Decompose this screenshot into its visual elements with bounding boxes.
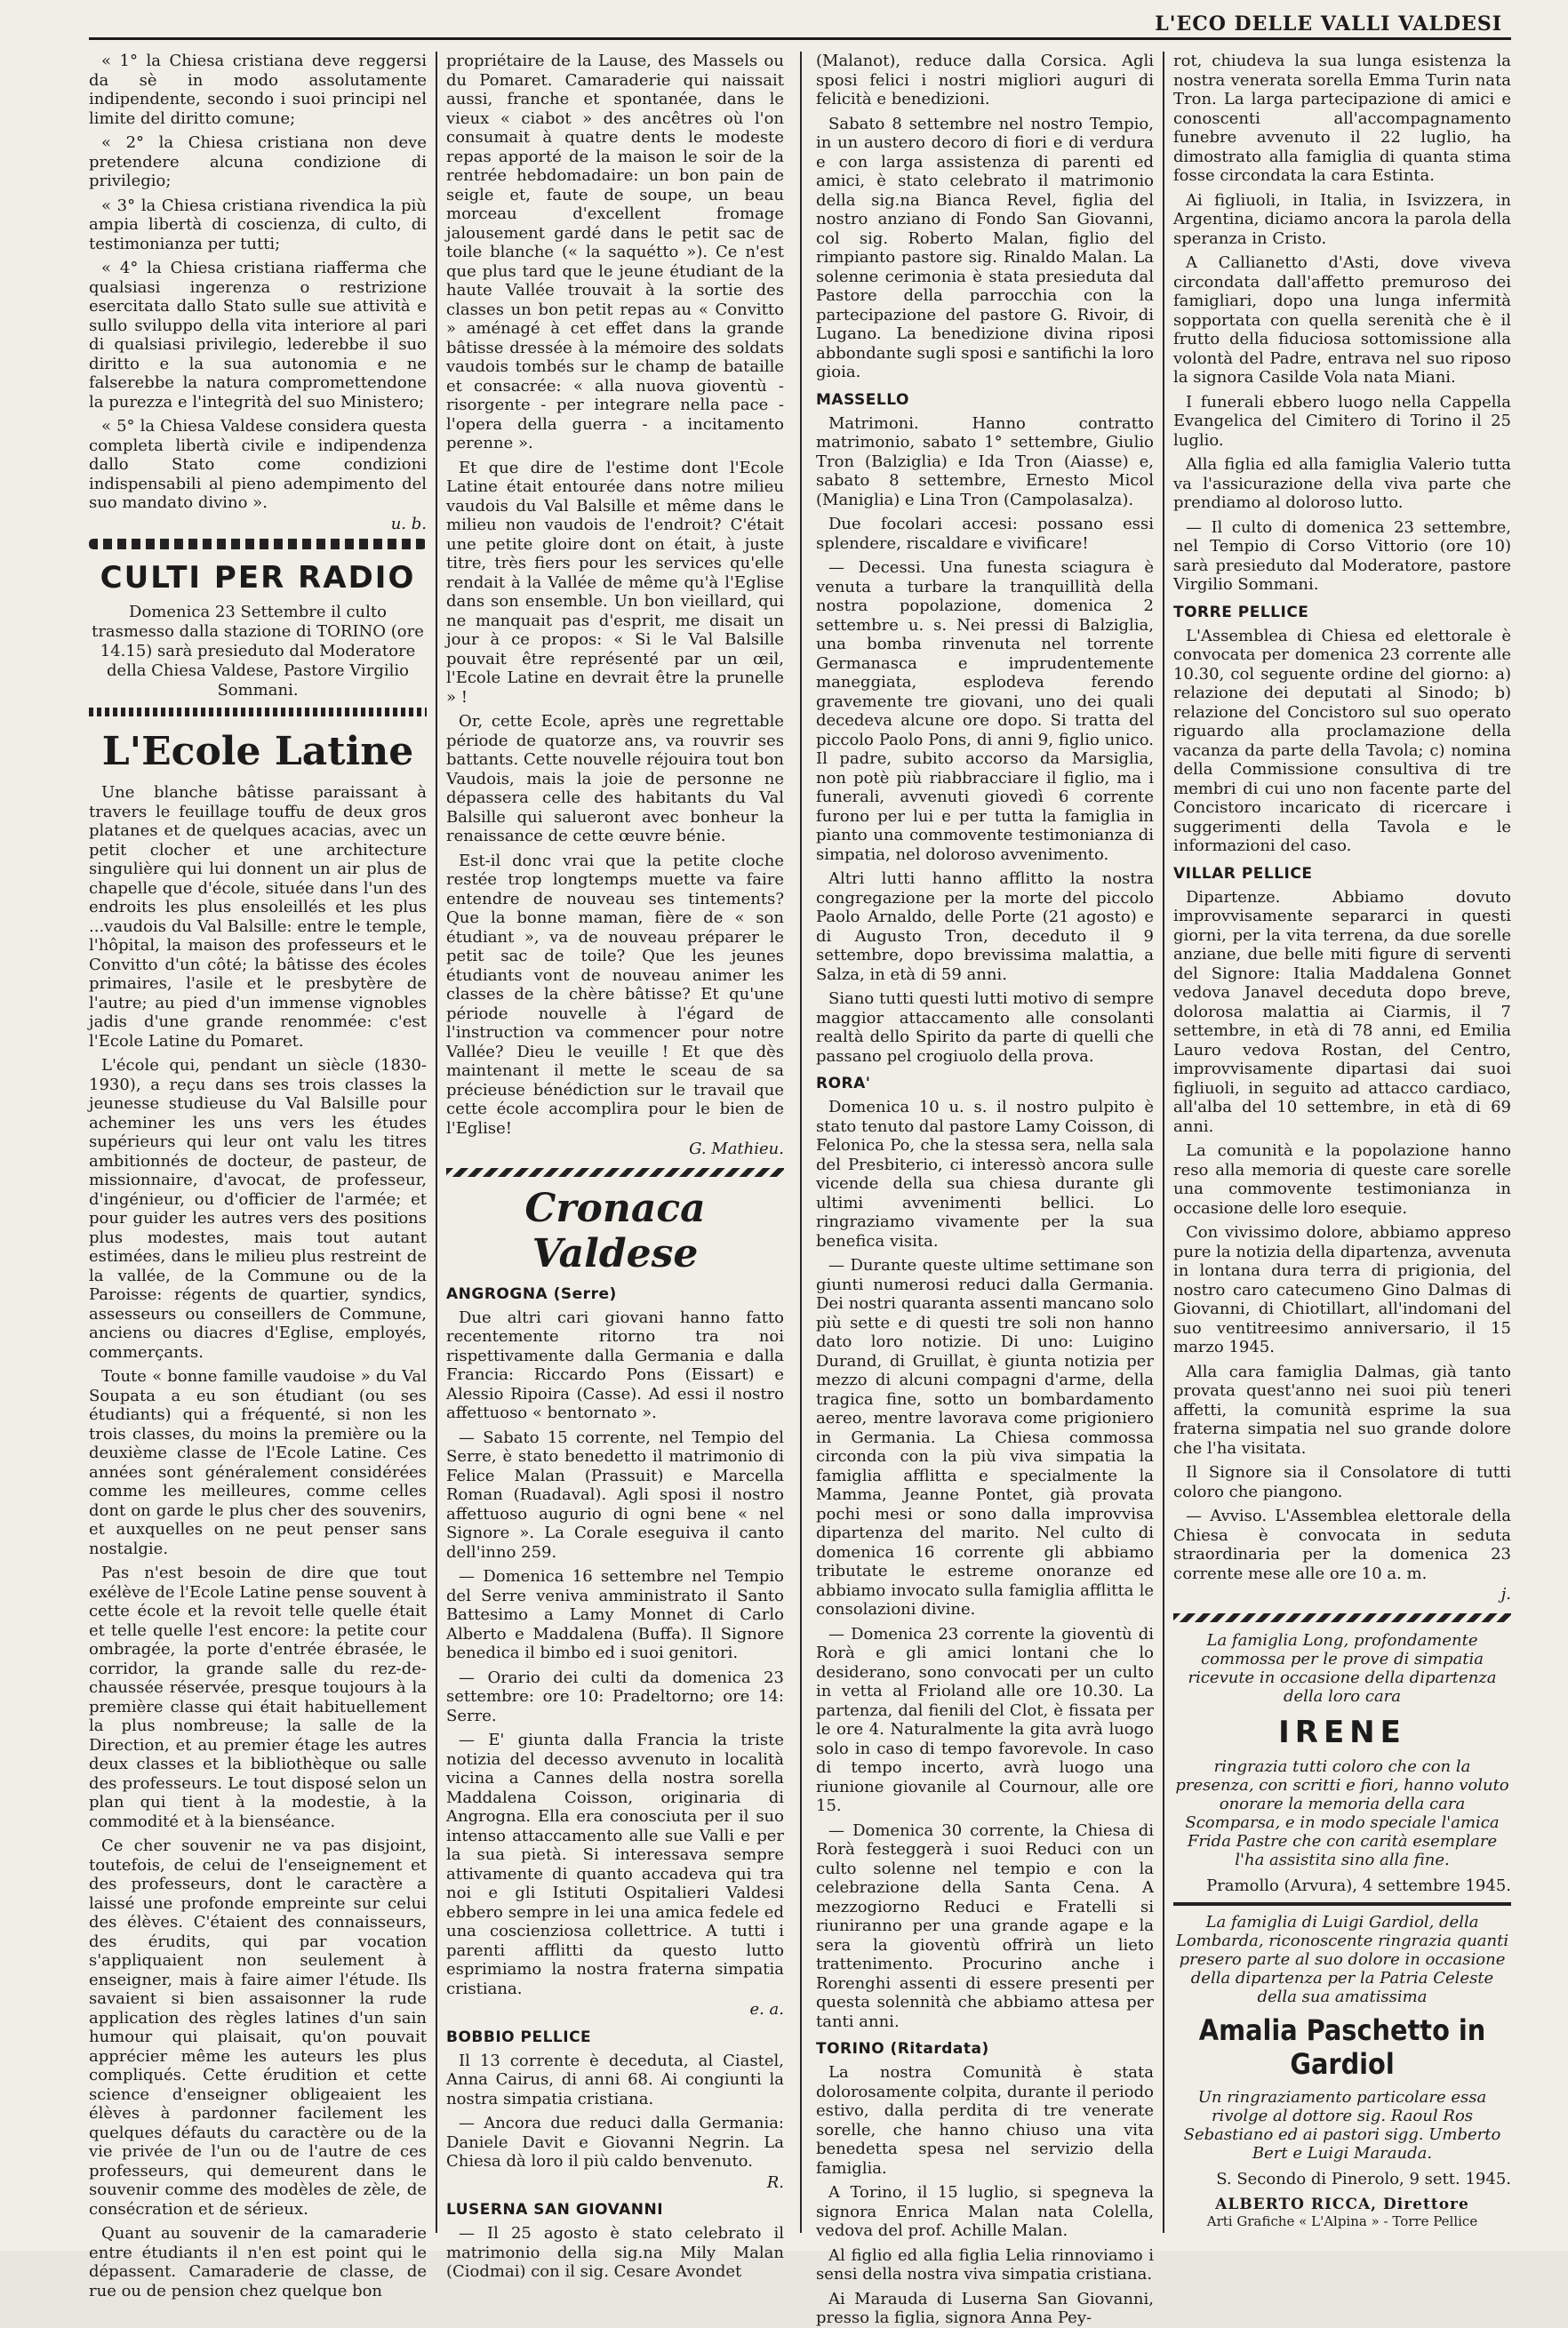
radio-heading: CULTI PER RADIO — [100, 560, 416, 596]
column-rule — [1163, 52, 1164, 2233]
paragraph: L'école qui, pendant un siècle (1830-1930), a reçu dans ses trois classes la jeunesse studieuse du Val Balsille pour acheminer les uns vers les études supérieurs qui leur ont valu les titres ambitionnés de docteur, de pasteur, de missionnaire, d'avocat, de professeur, d'ingénieur, ou d'officier de l'armée; et pour guider les autres vers des positions plus modestes, mais tout autant estimées, dans le milieu plus restreint de la vallée, de la Commune ou de la Paroisse: régents de quartier, syndics, assesseurs ou conseillers de Commune, anciens ou diacres d'Eglise, employés, commerçants. — [89, 1056, 427, 1362]
signature: j. — [1500, 1585, 1511, 1604]
paragraph: — E' giunta dalla Francia la triste notizia del decesso avvenuto in località vicina a Cannes della nostra sorella Maddalena Coisson, originaria di Angrogna. Ella era conosciuta per il suo intenso attaccamento alle sue Valli e per la sua pietà. Si interessava sempre attivamente di quanto accadeva qui tra noi e gli Istituti Ospitalieri Valdesi ebbero sempre in lei una amica fedele ed una coscienziosa collettrice. A tutti i parenti afflitti da questo lutto esprimiamo la nostra fraterna simpatia cristiana. — [446, 1731, 784, 1998]
section-heading: MASSELLO — [816, 390, 909, 409]
paragraph: — Domenica 16 settembre nel Tempio del Serre veniva amministrato il Santo Battesimo a Lamy Monnet di Carlo Alberto e Maddalena (Buffa). Il Signore benedica il bimbo ed i suoi genitori. — [446, 1567, 784, 1662]
death-notice-name: IRENE — [1278, 1714, 1406, 1750]
paragraph: Sabato 8 settembre nel nostro Tempio, in un austero decoro di fiori e di verdura e con larga assistenza di parenti ed amici, è stato celebrato il matrimonio della sig.na Bianca Revel, figlia del nostro anziano di Fondo San Giovanni, col sig. Roberto Malan, figlio del rimpianto pastore sig. Rinaldo Malan. La solenne cerimonia è stata presieduta dal Pastore della parrocchia con la partecipazione del pastore G. Rivoir, di Lugano. La benedizione divina riposi abbondante sugli sposi e santifichi la loro gioia. — [816, 114, 1154, 381]
ornamental-divider — [1173, 1613, 1511, 1622]
ornamental-divider — [446, 1168, 784, 1177]
masthead — [89, 7, 1511, 40]
paragraph: Con vivissimo dolore, abbiamo appreso pure la notizia della dipartenza, avvenuta in lontana dura terra di prigionia, del nostro caro catecumeno Gino Dalmas di Giovanni, di Chiotillart, all'indomani del suo ventitreesimo anniversario, il 15 marzo 1945. — [1173, 1223, 1511, 1356]
paragraph: « 1° la Chiesa cristiana deve reggersi da sè in modo assolutamente indipendente, secondo i suoi principi nel limite del diritto comune; — [89, 52, 427, 128]
paragraph: Il Signore sia il Consolatore di tutti coloro che piangono. — [1173, 1463, 1511, 1501]
paragraph: Alla figlia ed alla famiglia Valerio tutta va l'assicurazione della viva parte che prendiamo al doloroso lutto. — [1173, 455, 1511, 512]
paragraph: — Il 25 agosto è stato celebrato il matrimonio della sig.na Mily Malan (Ciodmai) con il sig. Cesare Avondet — [446, 2224, 784, 2281]
paragraph: Ai Marauda di Luserna San Giovanni, presso la figlia, signora Anna Pey- — [816, 2289, 1154, 2327]
paragraph: Ce cher souvenir ne va pas disjoint, toutefois, de celui de l'enseignement et des professeurs, dont le caractère a laissé une profonde empreinte sur celui des élèves. C'étaient des connaisseurs, des érudits, qui par vocation s'appliquaient non seulement à enseigner, mais à faire aimer l'étude. Ils savaient si bien assaisonner la rude application des règles latines d'un sain humour qui plaisait, qu'on pouvait apprécier même les auteurs les plus compliqués. Cette érudition et cette science d'enseigner obligeaient les élèves à pardonner facilement les quelques défauts du caractère ou de la vie privée de l'un ou de l'autre de ces professeurs, qui demeurent dans le souvenir comme des modèles de zèle, de consécration et de sérieux. — [89, 1836, 427, 2219]
paragraph: Pas n'est besoin de dire que tout exélève de l'Ecole Latine pense souvent à cette école et la revoit telle quelle était et telle quelle l'est encore: la petite cour ombragée, la porte d'entrée ébrasée, le corridor, la grande salle du rez-de-chaussée réservée, presque toujours à la première classe qui était habituellement la plus nombreuse; la salle de la Direction, et au premier étage les autres deux classes et la bibliothèque ou salle des professeurs. Le tout disposé selon un plan qui tient à la modestie, à la commodité et à la bienséance. — [89, 1564, 427, 1831]
ornamental-divider — [89, 539, 427, 549]
section-title: Cronaca Valdese — [524, 1185, 706, 1276]
death-notice-thanks: Un ringraziamento particolare essa rivolge al dottore sig. Raoul Ros Sebastiano ed ai pastori sigg. Umberto Bert e Luigi Marauda. — [1183, 2087, 1501, 2163]
paragraph: — Avviso. L'Assemblea elettorale della Chiesa è convocata in seduta straordinaria per la domenica 23 corrente mese alle ore 10 a. m. — [1173, 1507, 1511, 1583]
paragraph: « 5° la Chiesa Valdese considera questa completa libertà civile e indipendenza dallo Stato come condizioni indispensabili al pieno adempimento del suo mandato divino ». — [89, 417, 427, 512]
column-4 — [1173, 52, 1511, 2233]
section-heading: LUSERNA SAN GIOVANNI — [446, 2201, 664, 2219]
paragraph: « 4° la Chiesa cristiana riafferma che qualsiasi ingerenza o restrizione esercitata dallo Stato sulle sue attività e sullo sviluppo della vita interiore al pari di qualsiasi privilegio, lederebbe il suo diritto e la sua autonomia e ne falserebbe la natura compromettendone la purezza e l'integrità del suo Ministero; — [89, 259, 427, 412]
ornamental-divider — [89, 708, 427, 716]
paragraph: Domenica 10 u. s. il nostro pulpito è stato tenuto dal pastore Lamy Coisson, di Felonica Po, che la stessa sera, nella sala del Presbiterio, ci interessò ancora sulle vicende della sua chiesa durante gli ultimi avvenimenti bellici. Lo ringraziamo vivamente per la sua benefica visita. — [816, 1098, 1154, 1251]
paragraph: — Decessi. Una funesta sciagura è venuta a turbare la tranquillità della nostra popolazione, domenica 2 settembre u. s. Nei pressi di Balziglia, una bomba rinvenuta nel torrente Germanasca e imprudentemente maneggiata, esplodeva ferendo gravemente tre giovani, uno dei quali decedeva alcune ore dopo. Si tratta del piccolo Paolo Pons, di anni 9, figlio unico. Il padre, subito accorso da Marsiglia, non potè più riabbracciare il figlio, ma i funerali, avvenuti giovedì 6 corrente furono per lui e per tutta la famiglia in pianto una commovente testimonianza di simpatia, nel doloroso avvenimento. — [816, 558, 1154, 864]
paragraph: Ai figliuoli, in Italia, in Isvizzera, in Argentina, diciamo ancora la parola della speranza in Cristo. — [1173, 190, 1511, 248]
paragraph: Siano tutti questi lutti motivo di sempre maggior attaccamento alle consolanti realtà dello Spirito da parte di quelli che passano pel crogiuolo della prova. — [816, 989, 1154, 1066]
radio-notice: Domenica 23 Settembre il culto trasmesso dalla stazione di TORINO (ore 14.15) sarà presieduto dal Moderatore della Chiesa Valdese, Pastore Virgilio Sommani. — [92, 603, 424, 700]
paragraph: propriétaire de la Lause, des Massels ou du Pomaret. Camaraderie qui naissait aussi, franche et spontanée, dans le vieux « ciabot » des ancêtres où l'on consumait à quatre dents le modeste repas apporté de la maison le soir de la rentrée hebdomadaire: un bon pain de seigle et, faute de soupe, un beau morceau d'excellent fromage jalousement gardé dans le petit sac de toile blanche (« la saquétto »). Ce n'est que plus tard que le jeune étudiant de la haute Vallée trouvait à la sortie des classes un bon petit repas au « Convitto » aménagé à cet effet dans la grande bâtisse dressée à la mémoire des soldats vaudois tombés sur le champ de bataille et consacrée: « alla nuova gioventù - risorgente - per integrare nella pace - l'opera della guerra - a incitamento perenne ». — [446, 52, 784, 452]
ornamental-divider — [1173, 1902, 1511, 1906]
paragraph: Une blanche bâtisse paraissant à travers le feuillage touffu de deux gros platanes et de quelques acacias, avec un petit clocher et une architecture singulière qui lui donnent un air plus de chapelle que d'école, située dans l'un des endroits les plus ensoleillés et les plus ...vaudois du Val Balsille: entre le temple, l'hôpital, la maison des professeurs et le Convitto d'un côté; la bâtisse des écoles primaires, l'asile et le presbytère de l'autre; au pied d'un immense vignobles jadis d'une grande renommée: c'est l'Ecole Latine du Pomaret. — [89, 783, 427, 1051]
section-heading: TORRE PELLICE — [1173, 603, 1309, 621]
death-notice-intro: La famiglia di Luigi Gardiol, della Lombarda, riconoscente ringrazia quanti presero parte al suo dolore in occasione della dipartenza per la Patria Celeste della sua amatissima — [1175, 1912, 1509, 2006]
section-heading: BOBBIO PELLICE — [446, 2028, 592, 2046]
column-1 — [89, 52, 427, 2300]
paragraph: Il 13 corrente è deceduta, al Ciastel, Anna Cairus, di anni 68. Ai congiunti la nostra simpatia cristiana. — [446, 2051, 784, 2108]
paragraph: — Il culto di domenica 23 settembre, nel Tempio di Corso Vittorio (ore 10) sarà presieduto dal Moderatore, pastore Virgilio Sommani. — [1173, 517, 1511, 594]
paragraph: « 2° la Chiesa cristiana non deve pretendere alcuna condizione di privilegio; — [89, 133, 427, 190]
death-notice-thanks: ringrazia tutti coloro che con la presenza, con scritti e fiori, hanno voluto onorare la memoria della cara Scomparsa, e in modo speciale l'amica Frida Pastre che con carità esemplare l'ha assistita sino alla fine. — [1175, 1756, 1509, 1869]
paragraph: Matrimoni. Hanno contratto matrimonio, sabato 1° settembre, Giulio Tron (Balziglia) e Ida Tron (Aiasse) e, sabato 8 settembre, Ernesto Micol (Maniglia) e Lina Tron (Campolasalza). — [816, 413, 1154, 509]
article-title: L'Ecole Latine — [101, 729, 414, 774]
section-heading: ANGROGNA (Serre) — [446, 1284, 617, 1303]
paragraph: I funerali ebbero luogo nella Cappella Evangelica del Cimitero di Torino il 25 luglio. — [1173, 392, 1511, 450]
paragraph: « 3° la Chiesa cristiana rivendica la più ampia libertà di coscienza, di culto, di testimonianza per tutti; — [89, 196, 427, 253]
paragraph: — Ancora due reduci dalla Germania: Daniele Davit e Giovanni Negrin. La Chiesa dà loro il più caldo benvenuto. — [446, 2114, 784, 2171]
paragraph: Et que dire de l'estime dont l'Ecole Latine était entourée dans notre milieu vaudois du Val Balsille et même dans le milieu non vaudois de l'endroit? C'était une petite gloire dont on était, à juste titre, très fiers pour les services qu'elle rendait à la Vallée de même qu'à l'Eglise dans son ensemble. Un bon vieillard, qui ne manquait pas d'esprit, me disait un jour à ce propos: « Si le Val Balsille pouvait être représenté par un œil, l'Ecole Latine en devrait être la prunelle » ! — [446, 458, 784, 707]
paragraph: A Callianetto d'Asti, dove viveva circondata dall'affetto premuroso dei famigliari, dopo una lunga infermità sopportata con quella serenità che è il frutto della fiduciosa sottomissione alla volontà del Padre, entrava nel suo riposo la signora Casilde Vola nata Miani. — [1173, 253, 1511, 387]
paragraph: — Domenica 23 corrente la gioventù di Rorà e gli amici lontani che lo desiderano, sono convocati per un culto in vetta al Frioland alle ore 10.30. La partenza, dal fienili del Clot, è fissata per le ore 4. Naturalmente la gita avrà luogo solo in caso di tempo favorevole. In caso di tempo incerto, avrà luogo una riunione giovanile al Cournour, alle ore 15. — [816, 1624, 1154, 1815]
section-heading: TORINO (Ritardata) — [816, 2040, 989, 2058]
paragraph: Est-il donc vrai que la petite cloche restée trop longtemps muette va faire entendre de nouveau ses tintements? Que la bonne maman, fière de « son étudiant », va de nouveau préparer le petit sac de toile? Que les jeunes étudiants vont de nouveau animer les classes de la chère bâtisse? Et qu'une période nouvelle à l'égard de l'instruction va commencer pour notre Vallée? Dieu le veuille ! Et que dès maintenant il mette le sceau de sa précieuse bénédiction sur le travail que cette école accomplira pour le bien de l'Eglise! — [446, 851, 784, 1138]
paragraph: — Orario dei culti da domenica 23 settembre: ore 10: Pradeltorno; ore 14: Serre. — [446, 1668, 784, 1725]
signature: e. a. — [749, 2000, 784, 2019]
signature: u. b. — [390, 514, 427, 533]
paragraph: Alla cara famiglia Dalmas, già tanto provata quest'anno nei suoi più teneri affetti, la comunità esprime la sua fraterna simpatia nel suo grande dolore che l'ha visitata. — [1173, 1362, 1511, 1458]
paragraph: rot, chiudeva la sua lunga esistenza la nostra venerata sorella Emma Turin nata Tron. La larga partecipazione di amici e conoscenti all'accompagnamento funebre avvenuto il 22 luglio, ha dimostrato alla famiglia di quanta stima fosse circondata la cara Estinta. — [1173, 52, 1511, 185]
paragraph: Quant au souvenir de la camaraderie entre étudiants il n'en est point qui le dépassent. Camaraderie de classe, de rue ou de pension chez quelque bon — [89, 2224, 427, 2300]
paragraph: A Torino, il 15 luglio, si spegneva la signora Enrica Malan nata Colella, vedova del prof. Achille Malan. — [816, 2183, 1154, 2240]
notice-place-date: S. Secondo di Pinerolo, 9 sett. 1945. — [1216, 2169, 1511, 2188]
newspaper-title: L'ECO DELLE VALLI VALDESI — [1155, 12, 1502, 36]
paragraph: Or, cette Ecole, après une regrettable période de quatorze ans, va rouvrir ses battants. Cette nouvelle réjouira tout bon Vaudois, mais la joie de personne ne dépassera celle des habitants du Val Balsille qui salueront avec bonheur la renaissance de cette œuvre bénie. — [446, 712, 784, 845]
paragraph: Due focolari accesi: possano essi splendere, riscaldare e vivificare! — [816, 515, 1154, 553]
paragraph: L'Assemblea di Chiesa ed elettorale è convocata per domenica 23 corrente alle 10.30, col seguente ordine del giorno: a) relazione dei deputati al Sinodo; b) relazione del Concistoro sul suo operato riguardo alla proclamazione della vacanza da parte della Tavola; c) nomina della Commissione consultiva di tre membri di cui uno non facente parte del Concistoro incaricato di ricercare i suggerimenti della Tavola e le informazioni del caso. — [1173, 626, 1511, 855]
paragraph: — Sabato 15 corrente, nel Tempio del Serre, è stato benedetto il matrimonio di Felice Malan (Prassuit) e Marcella Roman (Ruadaval). Agli sposi il nostro affettuoso augurio di ogni bene « nel Signore ». La Corale eseguiva il canto dell'inno 259. — [446, 1428, 784, 1562]
column-rule — [800, 52, 802, 2233]
printer-line: Arti Grafiche « L'Alpina » - Torre Pellice — [1206, 2212, 1478, 2229]
paragraph: Al figlio ed alla figlia Lelia rinnoviamo i sensi della nostra viva simpatia cristiana. — [816, 2245, 1154, 2284]
column-rule — [436, 52, 437, 2233]
column-2 — [446, 52, 784, 2281]
paragraph: Altri lutti hanno afflitto la nostra congregazione per la morte del piccolo Paolo Arnaldo, delle Porte (21 agosto) e di Augusto Tron, deceduto il 9 settembre, dopo brevissima malattia, a Salza, in età di 59 anni. — [816, 869, 1154, 984]
paragraph: Due altri cari giovani hanno fatto recentemente ritorno tra noi rispettivamente dalla Germania e dalla Francia: Riccardo Pons (Eissart) e Alessio Ripoira (Casse). Ad essi il nostro affettuoso « bentornato ». — [446, 1308, 784, 1422]
director-line: ALBERTO RICCA, Direttore — [1215, 2195, 1469, 2213]
paragraph: — Durante queste ultime settimane son giunti numerosi reduci dalla Germania. Dei nostri quaranta assenti mancano solo più sette e di questi tre soli non hanno dato loro notizie. Di uno: Luigino Durand, di Gruillat, è giunta notizia per mezzo di alcuni compagni d'arme, della tragica fine, sotto un bombardamento aereo, mentre lavorava come prigioniero in Germania. La Chiesa commossa circonda con la più viva simpatia la famiglia afflitta e specialmente la Mamma, Jeanne Pontet, già provata pochi mesi or sono dalla improvvisa dipartenza del marito. Nel culto di domenica 16 corrente gli abbiamo tributate le estreme onoranze ed abbiamo invocato sulla famiglia afflitta le consolazioni divine. — [816, 1256, 1154, 1619]
paragraph: (Malanot), reduce dalla Corsica. Agli sposi felici i nostri migliori auguri di felicità e benedizioni. — [816, 52, 1154, 108]
imprint — [1173, 2196, 1511, 2229]
paragraph: — Domenica 30 corrente, la Chiesa di Rorà festeggerà i suoi Reduci con un culto solenne nel tempio e con la celebrazione della Santa Cena. A mezzogiorno Reduci e Fratelli si riuniranno per una grande agape e la sera la gioventù offrirà un lieto trattenimento. Procurino anche i Rorenghi assenti di essere presenti per questa solennità che abbiamo attesa per tanti anni. — [816, 1820, 1154, 2031]
paragraph: La nostra Comunità è stata dolorosamente colpita, durante il periodo estivo, dalla perdita di tre venerate sorelle, che hanno chiuso una vita benedetta spesa nel servizio della famiglia. — [816, 2063, 1154, 2178]
church-principles — [89, 52, 427, 533]
paragraph: Dipartenze. Abbiamo dovuto improvvisamente separarci in questi giorni, per la vita terrena, da due sorelle anziane, due belle miti figure di serventi del Signore: Italia Maddalena Gonnet vedova Janavel deceduta dopo breve, dolorosa malattia ai Ciarmis, il 7 settembre, in età di 78 anni, ed Emilia Lauro vedova Rostan, del Centro, improvvisamente dipartasi dai suoi figliuoli, in seguito ad attacco cardiaco, all'alba del 10 settembre, in età di 69 anni. — [1173, 887, 1511, 1136]
signature: R. — [766, 2172, 784, 2192]
notice-place-date: Pramollo (Arvura), 4 settembre 1945. — [1206, 1876, 1511, 1895]
section-heading: VILLAR PELLICE — [1173, 864, 1313, 883]
paragraph: La comunità e la popolazione hanno reso alla memoria di queste care sorelle una commovente testimonianza in occasione delle loro esequie. — [1173, 1141, 1511, 1218]
death-notice-name: Amalia Paschetto in Gardiol — [1198, 2012, 1486, 2081]
death-notice-intro: La famiglia Long, profondamente commossa per le prove di simpatia ricevute in occasione della dipartenza della loro cara — [1188, 1630, 1497, 1706]
paragraph: Toute « bonne famille vaudoise » du Val Soupata a eu son étudiant (ou ses étudiants) qui a fréquenté, si non les trois classes, du moins la première ou la deuxième classe de l'Ecole Latine. Ces années sont généralement considérées comme les meilleures, comme celles dont on garde le plus cher des souvenirs, et auxquelles on ne peut penser sans nostalgie. — [89, 1367, 427, 1558]
section-heading: RORA' — [816, 1075, 871, 1092]
signature: G. Mathieu. — [689, 1140, 784, 1158]
column-3 — [816, 52, 1154, 2327]
